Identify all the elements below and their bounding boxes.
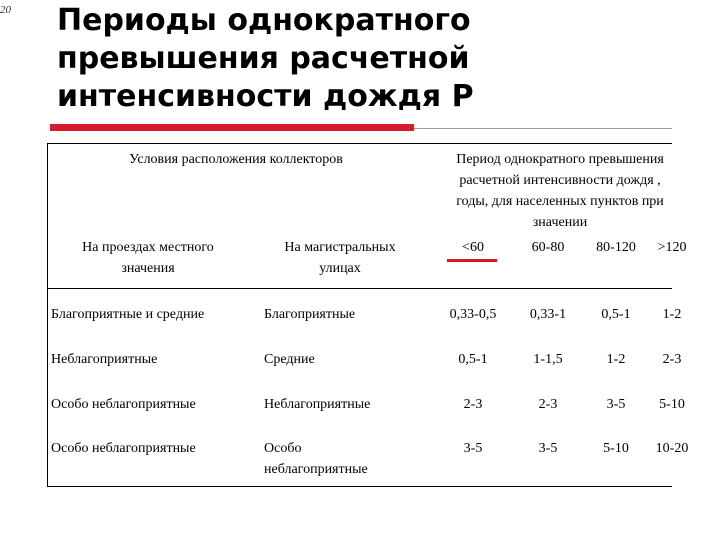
subheader-main-line-1: На магистральных (284, 240, 396, 255)
title-rule (414, 128, 672, 129)
header-period-line-3: годы, для населенных пунктов при (456, 194, 664, 209)
slide-number: 20 (0, 4, 11, 16)
title-line-1: Периоды однократного (57, 3, 471, 38)
row-2-value-2: 1-1,5 (533, 352, 563, 367)
row-4-value-2: 3-5 (538, 441, 558, 456)
slide-title (57, 2, 657, 116)
value-header-1: <60 (462, 240, 484, 255)
header-period (428, 149, 692, 233)
row-2-main: Средние (264, 352, 315, 367)
subheader-local (58, 237, 238, 279)
header-conditions: Условия расположения коллекторов (129, 152, 343, 167)
row-4-main: Особо неблагоприятные (264, 441, 368, 477)
header-period-line-2: расчетной интенсивности дождя , (459, 173, 661, 188)
row-4-value-3: 5-10 (603, 441, 629, 456)
row-3-value-4: 5-10 (659, 397, 685, 412)
row-4-value-4: 10-20 (655, 441, 689, 456)
row-4-value-1: 3-5 (463, 441, 483, 456)
table-left-border (47, 143, 48, 487)
value-header-4: >120 (657, 240, 687, 255)
row-3-value-1: 2-3 (463, 397, 483, 412)
table-bottom-border (47, 486, 672, 487)
row-1-value-4: 1-2 (662, 307, 682, 322)
subheader-main-line-2: улицах (319, 261, 361, 276)
header-period-line-4: значении (532, 215, 588, 230)
row-3-value-2: 2-3 (538, 397, 558, 412)
row-1-value-1: 0,33-0,5 (449, 307, 497, 322)
value-header-underline (447, 259, 497, 262)
subheader-local-line-1: На проездах местного (82, 240, 214, 255)
table-top-border (47, 143, 672, 144)
row-1-value-3: 0,5-1 (601, 307, 631, 322)
row-3-main: Неблагоприятные (264, 397, 371, 412)
subheader-main (262, 237, 418, 279)
subheader-local-line-2: значения (121, 261, 175, 276)
title-line-2: превышения расчетной (57, 41, 470, 76)
row-3-local: Особо неблагоприятные (51, 397, 196, 412)
row-1-local: Благоприятные и средние (51, 307, 205, 322)
header-period-line-1: Период однократного превышения (456, 152, 664, 167)
row-2-value-4: 2-3 (662, 352, 682, 367)
row-1-value-2: 0,33-1 (529, 307, 567, 322)
row-2-value-1: 0,5-1 (458, 352, 488, 367)
row-2-local: Неблагоприятные (51, 352, 158, 367)
title-line-3: интенсивности дождя Р (57, 79, 474, 114)
header-bottom-border (47, 288, 672, 289)
row-2-value-3: 1-2 (606, 352, 626, 367)
row-3-value-3: 3-5 (606, 397, 626, 412)
row-1-main: Благоприятные (264, 307, 356, 322)
value-header-2: 60-80 (531, 240, 565, 255)
value-header-3: 80-120 (596, 240, 636, 255)
row-4-local: Особо неблагоприятные (51, 441, 196, 456)
title-accent-bar (50, 124, 414, 131)
